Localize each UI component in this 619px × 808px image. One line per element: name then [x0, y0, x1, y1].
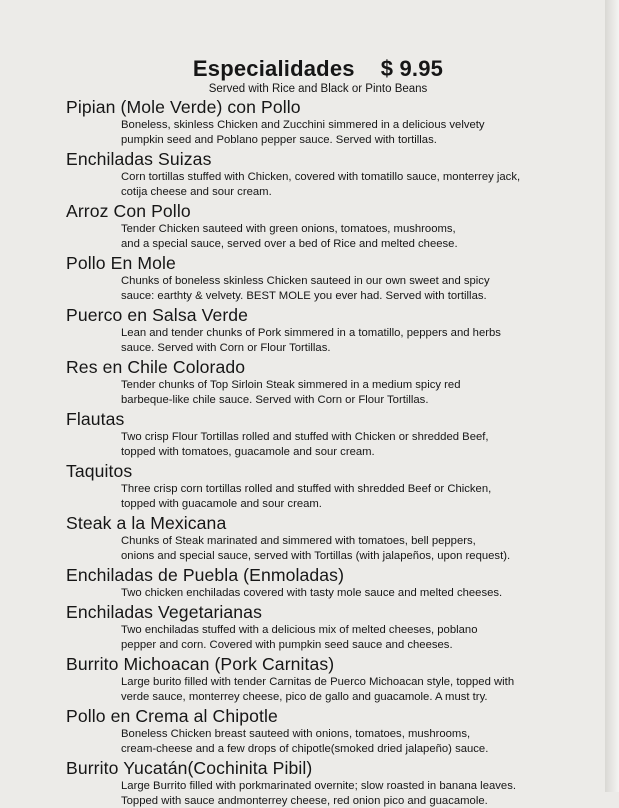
menu-item — [66, 706, 536, 756]
menu-item-description-line: Chunks of Steak marinated and simmered with tomatoes, bell peppers, — [121, 535, 476, 547]
section-price: $ 9.95 — [380, 56, 444, 81]
menu-item-name: Pipian (Mole Verde) con Pollo — [66, 97, 301, 117]
menu-item-description-line: topped with tomatoes, guacamole and sour cream. — [121, 446, 375, 458]
section-subtitle: Served with Rice and Black or Pinto Beans — [208, 83, 428, 95]
menu-item-description-line: Two crisp Flour Tortillas rolled and stuffed with Chicken or shredded Beef, — [121, 431, 489, 443]
menu-item-description-line: sauce: earthty & velvety. BEST MOLE you ever had. Served with tortillas. — [121, 290, 487, 302]
menu-item-description-line: Topped with sauce andmonterrey cheese, red onion pico and guacamole. — [121, 795, 488, 807]
menu-item-description-line: pepper and corn. Covered with pumpkin seed sauce and cheeses. — [121, 639, 453, 651]
menu-header — [66, 56, 536, 95]
menu-item — [66, 253, 536, 303]
menu-item-name: Pollo En Mole — [66, 253, 176, 273]
menu-item-name: Enchiladas de Puebla (Enmoladas) — [66, 565, 345, 585]
menu-item-name: Puerco en Salsa Verde — [66, 305, 249, 325]
menu-item — [66, 758, 536, 808]
menu-item — [66, 602, 536, 652]
menu-item-description-line: pumpkin seed and Poblano pepper sauce. Served with tortillas. — [121, 134, 437, 146]
menu-item-description-line: Boneless, skinless Chicken and Zucchini simmered in a delicious velvety — [121, 119, 485, 131]
menu-item-description-line: sauce. Served with Corn or Flour Tortillas. — [121, 342, 331, 354]
menu-item-name: Enchiladas Suizas — [66, 149, 212, 169]
menu-item-description-line: verde sauce, monterrey cheese, pico de gallo and guacamole. A must try. — [121, 691, 488, 703]
menu-item-description-line: Three crisp corn tortillas rolled and stuffed with shredded Beef or Chicken, — [121, 483, 492, 495]
menu-item-description-line: Large burito filled with tender Carnitas de Puerco Michoacan style, topped with — [121, 676, 515, 688]
menu-item-description-line: topped with guacamole and sour cream. — [121, 498, 322, 510]
menu-item-description-line: Tender chunks of Top Sirloin Steak simmered in a medium spicy red — [121, 379, 461, 391]
menu-item — [66, 97, 536, 147]
menu-item-name: Burrito Yucatán(Cochinita Pibil) — [66, 758, 313, 778]
menu-item — [66, 201, 536, 251]
menu-item-name: Pollo en Crema al Chipotle — [66, 706, 278, 726]
menu-item-description-line: Two enchiladas stuffed with a delicious mix of melted cheeses, poblano — [121, 624, 478, 636]
menu-item — [66, 513, 536, 563]
menu-item — [66, 357, 536, 407]
menu-item-description-line: Two chicken enchiladas covered with tasty mole sauce and melted cheeses. — [121, 587, 503, 599]
menu-item-name: Res en Chile Colorado — [66, 357, 246, 377]
menu-page — [66, 56, 536, 808]
menu-item — [66, 461, 536, 511]
menu-item-description-line: Lean and tender chunks of Pork simmered in a tomatillo, peppers and herbs — [121, 327, 501, 339]
menu-item-description-line: cotija cheese and sour cream. — [121, 186, 272, 198]
menu-item-name: Arroz Con Pollo — [66, 201, 191, 221]
menu-item-name: Flautas — [66, 409, 125, 429]
menu-item — [66, 409, 536, 459]
menu-item-description-line: onions and special sauce, served with Tortillas (with jalapeños, upon request). — [121, 550, 511, 562]
menu-item-name: Taquitos — [66, 461, 133, 481]
menu-item-description-line: Tender Chicken sauteed with green onions, tomatoes, mushrooms, — [121, 223, 456, 235]
menu-item-description-line: and a special sauce, served over a bed of Rice and melted cheese. — [121, 238, 458, 250]
menu-item-name: Steak a la Mexicana — [66, 513, 227, 533]
page-edge — [605, 0, 619, 792]
menu-item-description-line: Chunks of boneless skinless Chicken sauteed in our own sweet and spicy — [121, 275, 490, 287]
menu-item-description-line: barbeque-like chile sauce. Served with Corn or Flour Tortillas. — [121, 394, 429, 406]
menu-item-name: Enchiladas Vegetarianas — [66, 602, 262, 622]
section-title — [100, 56, 536, 82]
menu-item — [66, 565, 536, 600]
section-title-text: Especialidades — [192, 56, 355, 81]
menu-item — [66, 654, 536, 704]
menu-item-description-line: Boneless Chicken breast sauteed with onions, tomatoes, mushrooms, — [121, 728, 471, 740]
menu-item-name: Burrito Michoacan (Pork Carnitas) — [66, 654, 335, 674]
menu-item-description-line: cream-cheese and a few drops of chipotle(smoked dried jalapeño) sauce. — [121, 743, 489, 755]
menu-item — [66, 305, 536, 355]
menu-item-description-line: Large Burrito filled with porkmarinated overnite; slow roasted in banana leaves. — [121, 780, 516, 792]
menu-item-list — [66, 97, 536, 808]
menu-item — [66, 149, 536, 199]
menu-item-description-line: Corn tortillas stuffed with Chicken, covered with tomatillo sauce, monterrey jack, — [121, 171, 521, 183]
